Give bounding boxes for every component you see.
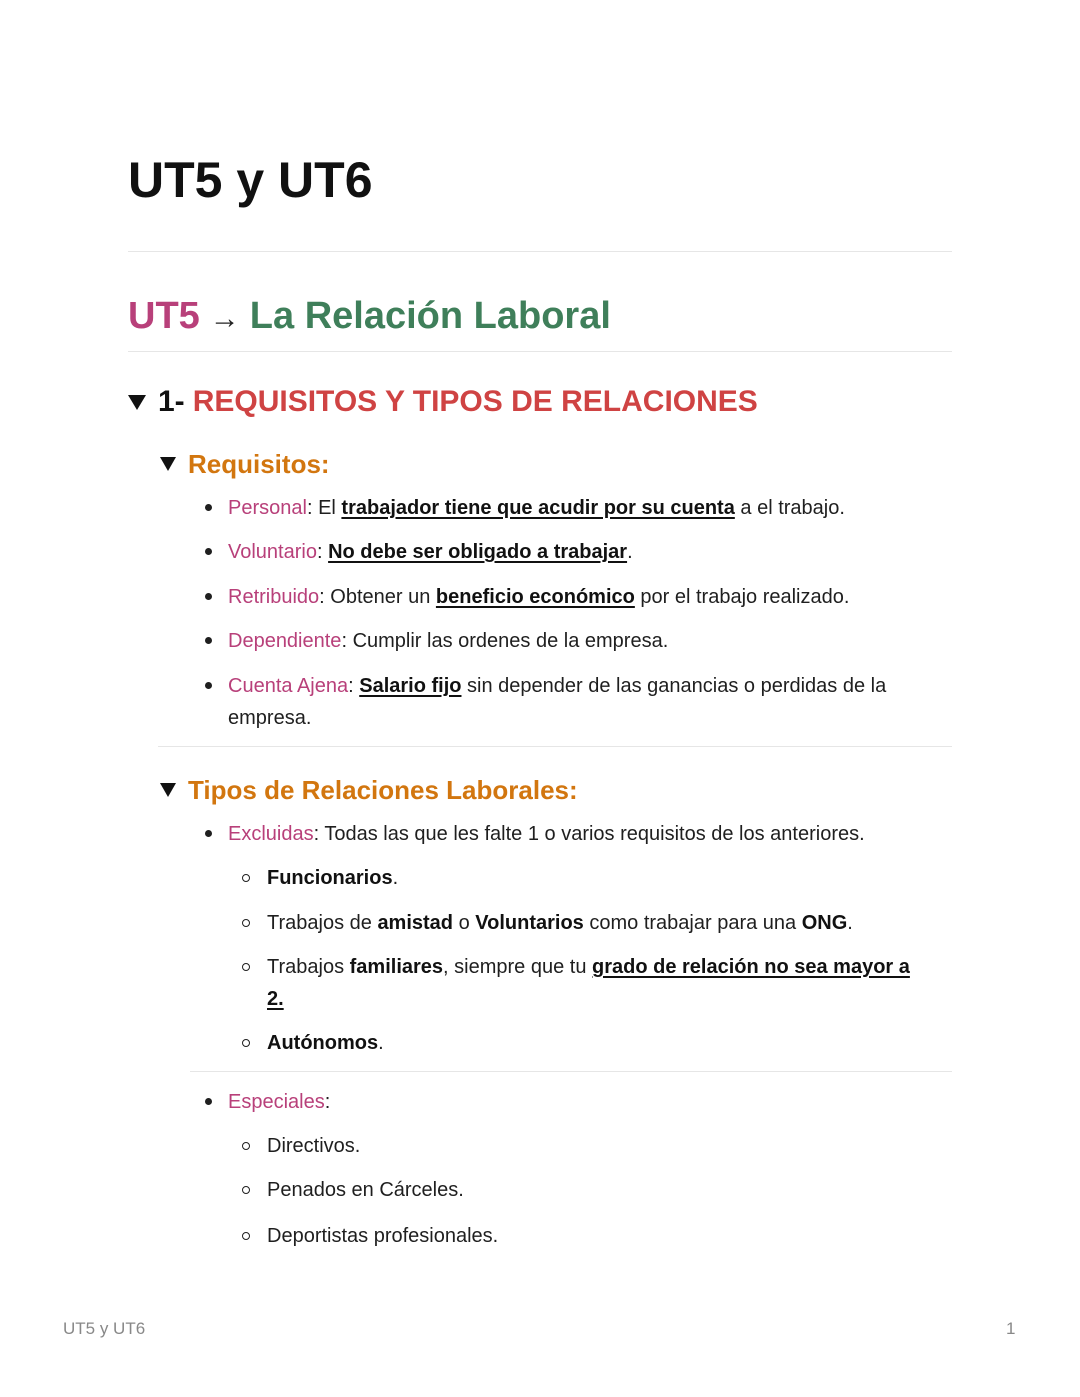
list-item [228, 581, 958, 613]
item-text: por el trabajo realizado. [634, 586, 850, 608]
item-text: . [627, 541, 633, 563]
item-text: Trabajos de [267, 912, 378, 934]
sub-list-item [267, 862, 957, 894]
item-term: Retribuido [228, 586, 320, 608]
list-item-especiales [228, 1086, 958, 1118]
item-emphasis: ONG [801, 912, 848, 934]
toggle-tipos[interactable] [160, 772, 578, 808]
item-text: Penados en Cárceles. [267, 1179, 464, 1201]
item-text: empresa. [228, 707, 312, 729]
bullet-icon [205, 593, 212, 600]
item-text: . [847, 912, 853, 934]
item-emphasis: Autónomos [267, 1032, 379, 1054]
list-item [228, 492, 958, 524]
item-emphasis: Funcionarios [267, 867, 393, 889]
bullet-icon [205, 548, 212, 555]
item-sep: : [341, 630, 353, 652]
divider [128, 251, 952, 252]
item-emphasis: grado de relación no sea mayor a [592, 956, 910, 978]
item-text: Directivos. [267, 1135, 361, 1157]
item-text: como trabajar para una [583, 912, 802, 934]
item-emphasis: No debe ser obligado a trabajar [328, 541, 628, 563]
item-text: Todas las que les falte 1 o varios requisitos de los anteriores. [324, 823, 865, 845]
item-sep: : [316, 541, 329, 563]
divider [158, 746, 952, 747]
toggle-section-1[interactable] [128, 380, 758, 424]
bullet-icon [205, 637, 212, 644]
heading-ut5-title: La Relación Laboral [249, 295, 611, 337]
item-term: Cuenta Ajena [228, 675, 349, 697]
item-term: Dependiente [228, 630, 342, 652]
divider [190, 1071, 952, 1072]
item-emphasis: familiares [349, 956, 444, 978]
circle-bullet-icon [242, 1232, 250, 1240]
item-text: . [392, 867, 399, 889]
sub-list-item [267, 907, 957, 939]
arrow-icon: → [209, 302, 240, 335]
list-item [228, 670, 958, 734]
item-sep: : [313, 823, 325, 845]
item-emphasis: Salario fijo [359, 675, 462, 697]
tipos-title: Tipos de Relaciones Laborales: [188, 775, 578, 805]
bullet-icon [205, 830, 212, 837]
item-sep: : [348, 675, 360, 697]
item-sep: : [306, 497, 319, 519]
item-emphasis: trabajador tiene que acudir por su cuenta [341, 497, 735, 519]
sub-list-item [267, 1174, 957, 1206]
item-text: Trabajos [267, 956, 350, 978]
circle-bullet-icon [242, 1186, 250, 1194]
item-text: , siempre que tu [443, 956, 592, 978]
item-term: Excluidas [228, 823, 314, 845]
item-sep: : [319, 586, 331, 608]
sub-list-item [267, 1130, 957, 1162]
toggle-requisitos[interactable] [160, 446, 330, 482]
item-text: o [453, 912, 476, 934]
item-text: El [318, 497, 342, 519]
circle-bullet-icon [242, 963, 250, 971]
item-text: . [378, 1032, 384, 1054]
item-text: Deportistas profesionales. [267, 1225, 499, 1247]
bullet-icon [205, 504, 212, 511]
list-item [228, 625, 958, 657]
item-term: Especiales [228, 1091, 325, 1113]
item-text: Cumplir las ordenes de la empresa. [352, 630, 669, 652]
item-emphasis: Voluntarios [475, 912, 584, 934]
list-item [228, 536, 958, 568]
item-term: Voluntario [228, 541, 317, 563]
item-text: Obtener un [330, 586, 436, 608]
section-number: 1- [158, 385, 185, 418]
item-sep: : [324, 1091, 331, 1113]
sub-list-item [267, 1220, 957, 1252]
footer-page-number: 1 [1006, 1319, 1016, 1338]
toggle-triangle-icon[interactable] [128, 395, 146, 410]
bullet-icon [205, 1098, 212, 1105]
item-emphasis: 2. [267, 988, 284, 1010]
sub-list-item [267, 951, 957, 1015]
circle-bullet-icon [242, 1039, 250, 1047]
circle-bullet-icon [242, 874, 250, 882]
footer-document-title: UT5 y UT6 [63, 1319, 146, 1338]
divider [128, 351, 952, 352]
item-text: sin depender de las ganancias o perdidas de la [461, 675, 887, 697]
sub-list-item [267, 1027, 957, 1059]
circle-bullet-icon [242, 919, 250, 927]
heading-ut5 [128, 293, 611, 342]
list-item-excluidas [228, 818, 958, 850]
item-emphasis: beneficio económico [435, 586, 635, 608]
toggle-triangle-icon[interactable] [160, 457, 176, 471]
toggle-triangle-icon[interactable] [160, 783, 176, 797]
circle-bullet-icon [242, 1142, 250, 1150]
heading-ut5-code: UT5 [128, 295, 200, 337]
item-emphasis: amistad [377, 912, 454, 934]
page-title: UT5 y UT6 [128, 152, 373, 208]
item-text: a el trabajo. [734, 497, 845, 519]
section-title: REQUISITOS Y TIPOS DE RELACIONES [192, 385, 758, 418]
requisitos-title: Requisitos: [188, 449, 330, 479]
bullet-icon [205, 682, 212, 689]
item-term: Personal [228, 497, 307, 519]
